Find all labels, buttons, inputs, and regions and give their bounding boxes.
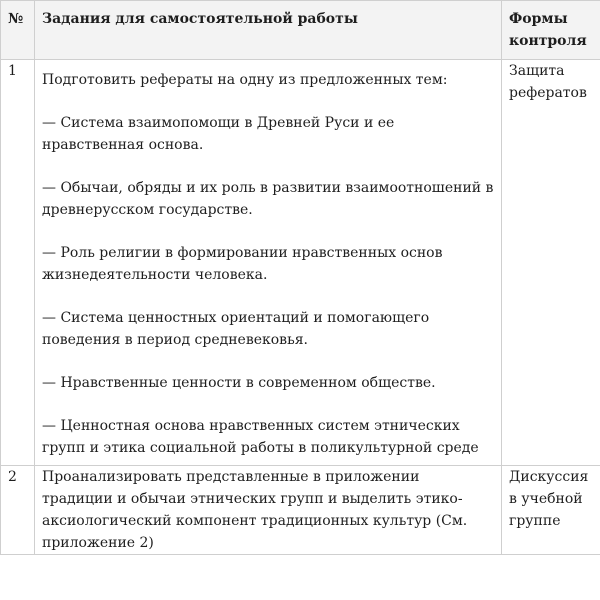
row-task: Проанализировать представленные в приложении традиции и обычаи этнических групп и выделить этико-аксиологический компонент традиционных культур (См. приложение 2): [35, 466, 502, 555]
header-row: [1, 1, 600, 60]
table-row: [1, 466, 600, 555]
header-task: Задания для самостоятельной работы: [35, 1, 502, 60]
topic-item: — Нравственные ценности в современном обществе.: [42, 375, 436, 391]
topic-item: — Система ценностных ориентаций и помогающего поведения в период средневековья.: [42, 310, 430, 348]
header-control-form: Формы контроля: [502, 1, 600, 60]
header-number: №: [1, 1, 35, 60]
topic-item: — Роль религии в формировании нравственных основ жизнедеятельности человека.: [42, 245, 443, 283]
row-task: [35, 60, 502, 466]
topic-item: — Система взаимопомощи в Древней Руси и ее нравственная основа.: [42, 115, 395, 153]
table-row: [1, 60, 600, 466]
row-control-form: Защита рефератов: [502, 60, 600, 466]
row-number: 1: [1, 60, 35, 466]
topic-item: — Обычаи, обряды и их роль в развитии взаимоотношений в древнерусском государстве.: [42, 180, 494, 218]
row-control-form: Дискуссия в учебной группе: [502, 466, 600, 555]
topic-item: — Ценностная основа нравственных систем этнических групп и этика социальной работы в поликультурной среде: [42, 418, 479, 456]
row-number: 2: [1, 466, 35, 555]
task-intro: Подготовить рефераты на одну из предложенных тем:: [42, 72, 448, 88]
